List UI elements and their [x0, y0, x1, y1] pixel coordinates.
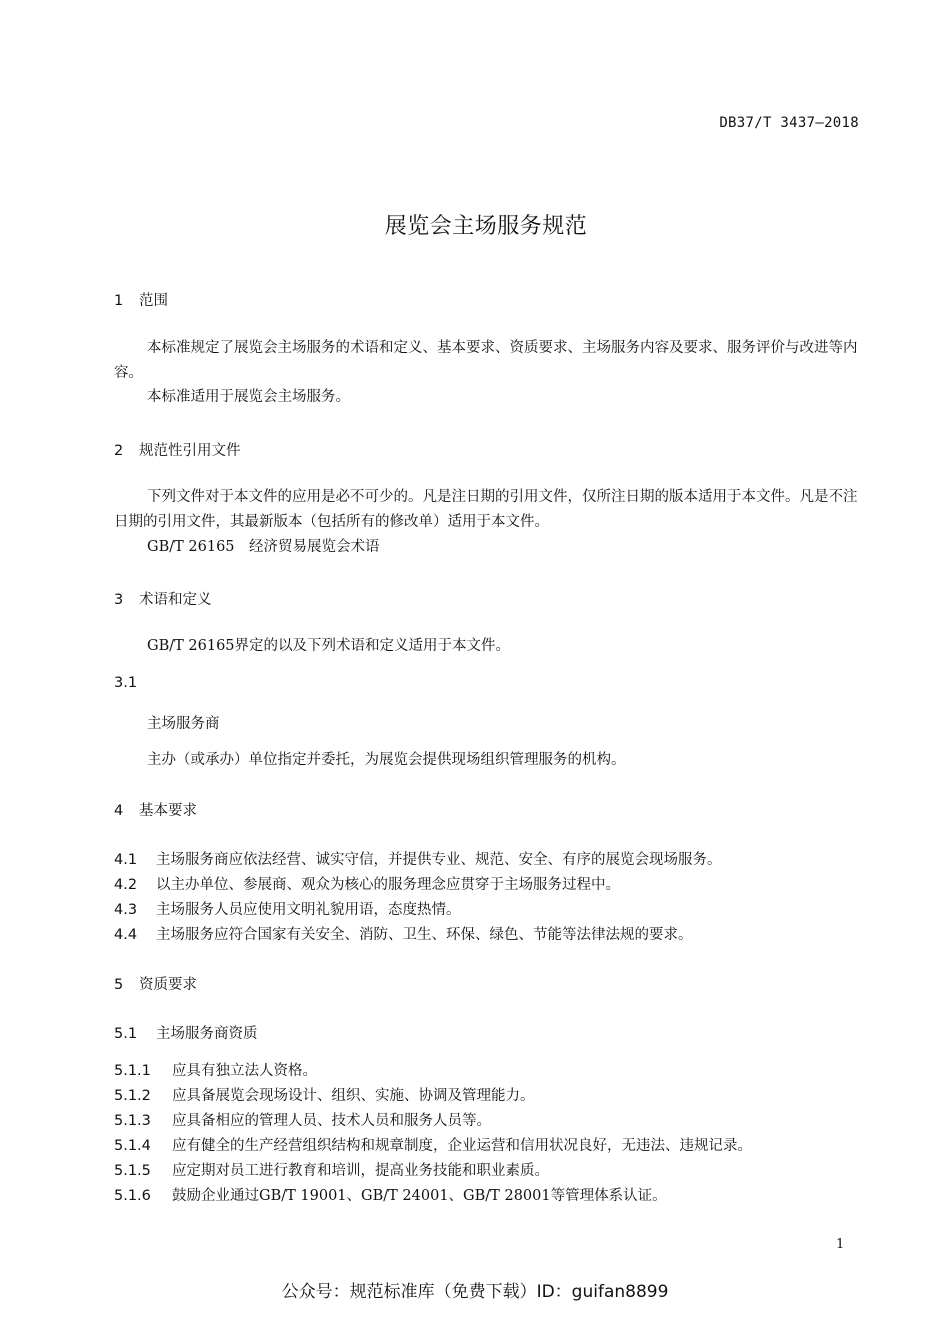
clause-text: 主场服务商应依法经营、诚实守信，并提供专业、规范、安全、有序的展览会现场服务。: [156, 852, 722, 868]
clause-number: 4.4: [114, 927, 138, 943]
paragraph-text: 本标准规定了展览会主场服务的术语和定义、基本要求、资质要求、主场服务内容及要求、服务评价与改进等内容。: [114, 340, 858, 381]
section-number: 5: [114, 977, 124, 993]
clause-5-1-6: [114, 1184, 667, 1205]
clause-text: 应定期对员工进行教育和培训，提高业务技能和职业素质。: [172, 1163, 549, 1179]
section-title: 基本要求: [139, 803, 197, 819]
document-title: 展览会主场服务规范: [384, 214, 588, 239]
clause-text: 应有健全的生产经营组织结构和规章制度，企业运营和信用状况良好，无违法、违规记录。: [172, 1138, 752, 1154]
section-3-paragraph-1: [114, 634, 862, 659]
clause-text: 以主办单位、参展商、观众为核心的服务理念应贯穿于主场服务过程中。: [156, 877, 620, 893]
section-title: 资质要求: [139, 977, 197, 993]
paragraph-text: GB/T 26165界定的以及下列术语和定义适用于本文件。: [147, 638, 511, 654]
clause-text: 主场服务应符合国家有关安全、消防、卫生、环保、绿色、节能等法律法规的要求。: [156, 927, 693, 943]
term-3-1-name: 主场服务商: [147, 716, 220, 732]
section-5-heading: [114, 973, 197, 994]
section-title: 术语和定义: [139, 592, 212, 608]
section-number: 2: [114, 443, 124, 459]
term-3-1-number: 3.1: [114, 675, 138, 691]
clause-5-1-1: [114, 1059, 317, 1080]
clause-5-1-4: [114, 1134, 752, 1155]
term-3-1-definition: 主办（或承办）单位指定并委托，为展览会提供现场组织管理服务的机构。: [147, 752, 626, 768]
clause-text: 应具备展览会现场设计、组织、实施、协调及管理能力。: [172, 1088, 535, 1104]
clause-4-1: [114, 848, 722, 869]
reference-text: GB/T 26165 经济贸易展览会术语: [147, 539, 380, 555]
section-title: 范围: [139, 293, 168, 309]
section-2-heading: [114, 439, 241, 460]
clause-text: 鼓励企业通过GB/T 19001、GB/T 24001、GB/T 28001等管理体系认证。: [172, 1188, 667, 1204]
paragraph-text: 下列文件对于本文件的应用是必不可少的。凡是注日期的引用文件，仅所注日期的版本适用于本文件。凡是不注日期的引用文件，其最新版本（包括所有的修改单）适用于本文件。: [114, 489, 858, 530]
section-1-heading: [114, 289, 168, 310]
clause-5-1-2: [114, 1084, 535, 1105]
section-3-heading: [114, 588, 212, 609]
section-1-paragraph-2: [114, 385, 862, 410]
section-number: 4: [114, 803, 124, 819]
section-4-heading: [114, 799, 197, 820]
subsection-5-1-heading: [114, 1022, 258, 1043]
clause-4-4: [114, 923, 693, 944]
normative-reference: [114, 535, 862, 560]
clause-number: 4.2: [114, 877, 138, 893]
clause-number: 4.1: [114, 852, 138, 868]
clause-5-1-5: [114, 1159, 549, 1180]
standard-code: DB37/T 3437—2018: [719, 115, 859, 131]
clause-4-3: [114, 898, 461, 919]
clause-number: 5.1.3: [114, 1113, 151, 1129]
section-title: 规范性引用文件: [139, 443, 241, 459]
clause-number: 4.3: [114, 902, 138, 918]
subsection-title: 主场服务商资质: [156, 1026, 258, 1042]
footer-note: 公众号：规范标准库（免费下载）ID：guifan8899: [281, 1282, 669, 1302]
clause-number: 5.1.2: [114, 1088, 151, 1104]
section-1-paragraph-1: [114, 336, 862, 386]
clause-number: 5.1.5: [114, 1163, 151, 1179]
paragraph-text: 本标准适用于展览会主场服务。: [147, 389, 350, 405]
clause-text: 应具备相应的管理人员、技术人员和服务人员等。: [172, 1113, 491, 1129]
clause-text: 应具有独立法人资格。: [172, 1063, 317, 1079]
clause-number: 5.1.4: [114, 1138, 151, 1154]
clause-number: 5.1.6: [114, 1188, 151, 1204]
clause-4-2: [114, 873, 620, 894]
clause-5-1-3: [114, 1109, 491, 1130]
subsection-number: 5.1: [114, 1026, 138, 1042]
section-number: 3: [114, 592, 124, 608]
clause-number: 5.1.1: [114, 1063, 151, 1079]
page-number: 1: [836, 1237, 845, 1252]
section-2-paragraph-1: [114, 485, 862, 535]
section-number: 1: [114, 293, 124, 309]
clause-text: 主场服务人员应使用文明礼貌用语，态度热情。: [156, 902, 461, 918]
